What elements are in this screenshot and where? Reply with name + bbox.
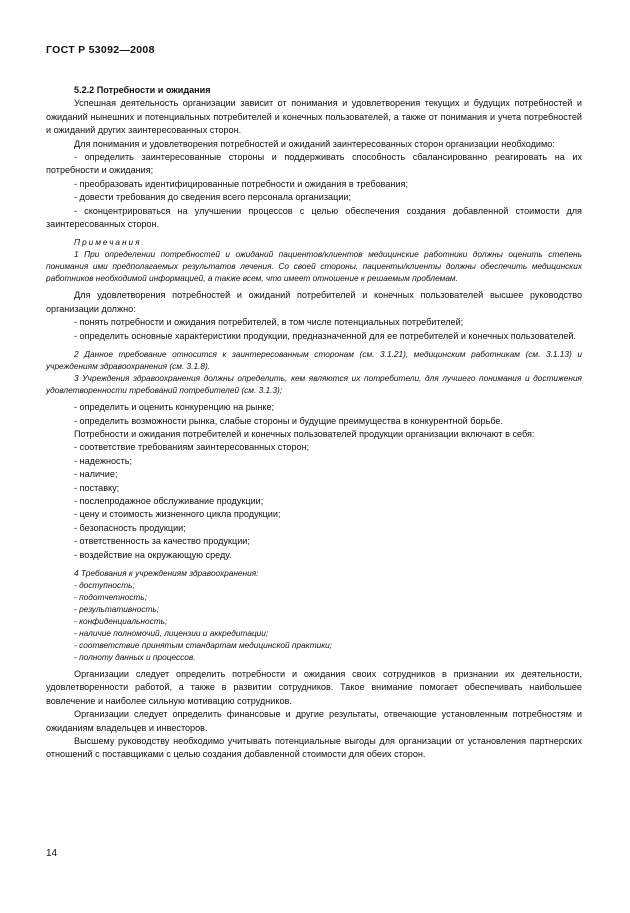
- list-expectations: [46, 441, 582, 562]
- list-needs: [46, 151, 582, 231]
- note-list-item: - соответствие принятым стандартам медицинской практики;: [74, 639, 333, 650]
- section-heading: 5.2.2 Потребности и ожидания: [74, 85, 211, 95]
- list-item: - определить заинтересованные стороны и поддерживать способность сбалансированно реагировать на их потребности и ожидания;: [46, 152, 582, 176]
- list-item: - понять потребности и ожидания потребителей, в том числе потенциальных потребителей;: [74, 317, 464, 328]
- page-number: 14: [46, 848, 58, 859]
- notes-title: Примечания: [74, 237, 142, 248]
- note-list-item: - полноту данных и процессов.: [74, 651, 196, 662]
- paragraph: Высшему руководству необходимо учитывать потенциальные выгоды для организации от установления партнерских отношений с поставщиками с целью создания добавленной стоимости для обеих сторон.: [46, 736, 582, 760]
- list-item: - цену и стоимость жизненного цикла продукции;: [74, 509, 281, 520]
- note-list-item: - результативность;: [74, 603, 160, 614]
- note-4-title: 4 Требования к учреждениям здравоохранения:: [74, 567, 259, 578]
- notes-block: [46, 236, 582, 284]
- list-management: [46, 316, 582, 343]
- list-item: - безопасность продукции;: [74, 522, 186, 533]
- list-market: [46, 401, 582, 428]
- list-item: - определить основные характеристики продукции, предназначенной для ее потребителей и конечных пользователей.: [74, 330, 577, 341]
- note-1: 1 При определении потребностей и ожиданий пациентов/клиентов медицинские работники должны оценить степень понимания ими предполагаемых результатов лечения. Со своей стороны, пациенты/клиенты должны обеспечить медицинских работников необходимой информацией, а также всем, что имеет отношение к решаемым проблемам.: [46, 249, 582, 284]
- list-item: - соответствие требованиям заинтересованных сторон;: [74, 442, 310, 453]
- list-item: - определить возможности рынка, слабые стороны и будущие преимущества в конкурентной борьбе.: [74, 415, 504, 426]
- document-body: [46, 84, 582, 762]
- paragraph: Для удовлетворения потребностей и ожиданий потребителей и конечных пользователей высшее руководство организации должно:: [46, 290, 582, 314]
- list-item: - надежность;: [74, 455, 133, 466]
- list-item: - поставку;: [74, 482, 120, 493]
- list-item: - наличие;: [74, 469, 118, 480]
- paragraph: Организации следует определить финансовые и другие результаты, отвечающие установленным потребностям и ожиданиям владельцев и инвесторов.: [46, 709, 582, 733]
- list-item: - довести требования до сведения всего персонала организации;: [74, 192, 352, 203]
- list-item: - преобразовать идентифицированные потребности и ожидания в требования;: [74, 178, 408, 189]
- note-list-item: - подотчетность;: [74, 591, 147, 602]
- note-list-item: - наличие полномочий, лицензии и аккредитации;: [74, 627, 269, 638]
- notes-block-2: [46, 348, 582, 396]
- note-list-item: - доступность;: [74, 579, 135, 590]
- paragraph: Организации следует определить потребности и ожидания своих сотрудников в признании их деятельности, удовлетворенности работой, а также в развитии сотрудников. Такое внимание помогает обеспечивать наибольшее вовлечение и наиболее сильную мотивацию сотрудников.: [46, 668, 582, 706]
- list-item: - ответственность за качество продукции;: [74, 536, 250, 547]
- notes-block-4: [46, 567, 582, 663]
- list-item: - послепродажное обслуживание продукции;: [74, 495, 264, 506]
- document-header: ГОСТ Р 53092—2008: [46, 44, 155, 56]
- note-3: 3 Учреждения здравоохранения должны определить, кем являются их потребители, для лучшего понимания и достижения удовлетворенности требований потребителей (см. 3.1.3);: [46, 373, 582, 396]
- paragraph: Для понимания и удовлетворения потребностей и ожиданий заинтересованных сторон организации необходимо:: [74, 138, 555, 149]
- note-2: 2 Данное требование относится к заинтересованным сторонам (см. 3.1.21), медицинским работникам (см. 3.1.13) и учреждениям здравоохранения (см. 3.1.8).: [46, 349, 582, 372]
- list-item: - сконцентрироваться на улучшении процессов с целью обеспечения создания добавленной стоимости для заинтересованных сторон.: [46, 205, 582, 230]
- note-list-item: - конфиденциальность;: [74, 615, 168, 626]
- paragraph: Потребности и ожидания потребителей и конечных пользователей продукции организации включают в себя:: [74, 428, 535, 439]
- list-item: - воздействие на окружающую среду.: [74, 549, 232, 560]
- paragraph: Успешная деятельность организации зависит от понимания и удовлетворения текущих и будущих потребностей и ожиданий нынешних и потенциальных потребителей и конечных пользователей, а также от понимания и учета потребностей и ожиданий других заинтересованных сторон.: [46, 98, 582, 136]
- list-item: - определить и оценить конкуренцию на рынке;: [74, 402, 275, 413]
